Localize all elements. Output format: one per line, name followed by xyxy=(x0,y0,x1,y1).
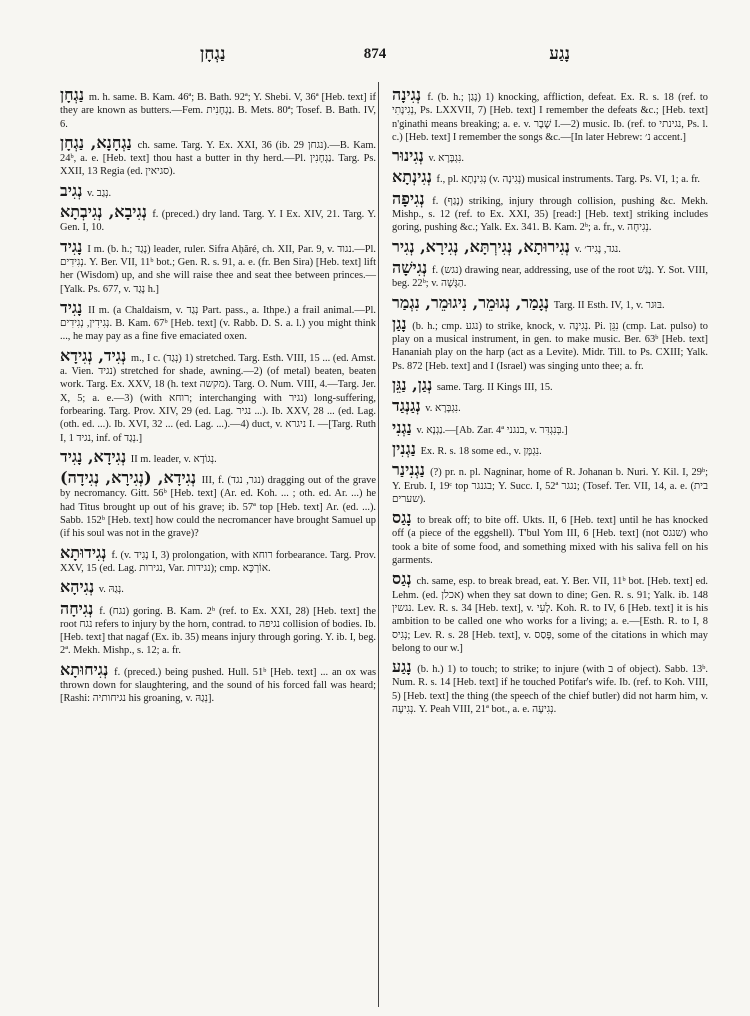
dictionary-entry xyxy=(60,598,376,658)
entry-headword: נְגִיבָא, נְגִיבְתָא xyxy=(60,202,147,222)
entry-headword: נְגַס xyxy=(392,569,412,589)
entry-headword: נְגִינְתָא xyxy=(392,167,432,187)
entry-headword: נְגִידָא, (נְגִירָא, נְגִידָה) xyxy=(60,468,197,488)
dictionary-entry xyxy=(60,446,376,466)
entry-definition: f. (v. נָגִיד I, 3) prolongation, with רוחא forbearance. Targ. Prov. XXV, 15 (ed. Lag. נגירות, Var. נגידות); cmp. אוֹרְכָּא. xyxy=(60,549,376,574)
dictionary-entry xyxy=(392,313,708,373)
dictionary-entry xyxy=(392,375,708,395)
running-head-right: נָגַע xyxy=(549,44,570,63)
entry-definition: f. (preced.) dry land. Targ. Y. I Ex. XIV, 21. Targ. Y. Gen. I, 10. xyxy=(60,209,376,234)
entry-headword: נְגִיפָה xyxy=(392,188,425,208)
dictionary-entry xyxy=(392,167,708,187)
entry-headword: נָגַן xyxy=(392,313,407,333)
entry-definition: f., pl. נְגִינָתָא (v. נְגִינָה) musical instruments. Targ. Ps. VI, 1; a. fr. xyxy=(436,174,701,186)
entry-definition: same. Targ. II Kings III, 15. xyxy=(436,382,553,394)
dictionary-entry xyxy=(392,396,708,416)
dictionary-entry xyxy=(392,438,708,458)
entry-definition: Ex. R. s. 18 some ed., v. נִגְמָּן. xyxy=(420,445,542,457)
entry-definition: v. נִגְבָּרָא. xyxy=(425,403,461,415)
dictionary-entry xyxy=(392,417,708,437)
entry-definition: I m. (b. h.; נָגַד) leader, ruler. Sifra Aḥăré, ch. XII, Par. 9, v. נגוד.—Pl. נְגִידִים. Y. Ber. VII, 11ᵇ bot.; Gen. R. s. 91, a. e. (fr. Ben Sira) [Heb. text] lift her (Wisdom) up, and she will raise thee and seat thee between princes.—[Yalk. Ps. 677, v. נָגַד h.] xyxy=(60,243,376,295)
dictionary-entry xyxy=(392,508,708,567)
entry-headword: נְגִיחוּתָא xyxy=(60,659,109,679)
dictionary-entry xyxy=(392,188,708,235)
entry-definition: II m. leader, v. נְגוֹדָא. xyxy=(130,453,217,465)
entry-definition: II m. (a Chaldaism, v. נְגַד Part. pass., a. Ithpe.) a frail animal.—Pl. נְגִידִין, נְגִידִים. B. Kam. 67ᵇ [Heb. text] (v. Rabb. D. S. a. l.) you might think ..., he may pay as a fine five emaciated oxen. xyxy=(60,304,376,343)
entry-definition: f. (b. h.; נָגַן) 1) knocking, affliction, defeat. Ex. R. s. 18 (ref. to נְגִינָתִי, Ps. LXXVII, 7) [Heb. text] I remember the defeats &c.; [Heb. text] n'ginathi means breaking; a. e. v. שֶׁבֶר I.—2) music. Ib. (ref. to נגינתי, Ps. l. c.) [Heb. text] I remember the songs &c.—[In later Hebrew: נ׳ accent.] xyxy=(392,92,708,143)
dictionary-entry xyxy=(392,236,708,256)
dictionary-entry xyxy=(60,85,376,131)
entry-definition: (b. h.; cmp. נגע) to strike, knock, v. נְגִינָה. Pi. נִגֵּן (cmp. Lat. pulso) to play on a musical instrument, in gen. to make music. Ber. 63ᵇ [Heb. text] Hananiah play on the harp (act as a Levite). Midr. Till. to Ps. CXIII; Yalk. Ps. 872 [Heb. text] and I (Israel) was singing unto thee; a. fr. xyxy=(392,320,708,372)
dictionary-entry xyxy=(60,542,376,576)
entry-headword: נְגִיחָה xyxy=(60,598,94,618)
dictionary-entry xyxy=(60,345,377,445)
entry-headword: נָגַע xyxy=(392,657,412,677)
entry-headword: נְגִירוּתָא, נְגִירְתָּא, נְגִירָא, נְגִיר xyxy=(392,236,571,256)
entry-definition: f. (נגש) drawing near, addressing, use of the root נָגַשׁ. Y. Sot. VIII, beg. 22ᵇ; v. הַגָּשָׁה. xyxy=(392,264,709,290)
entry-headword: נַגְנִין xyxy=(392,438,416,458)
entry-headword: נְגִינוּר xyxy=(392,146,424,166)
entry-definition: f. (נָגַף) striking, injury through collision, pushing &c. Mekh. Mishp., s. 12 (ref. to Ex. XXI, 35) [read:] [Heb. text] striking includes goring, pushing &c.; Yalk. Ex. 341. B. Kam. 2ᵇ; a. fr., v. נְגִיחָה. xyxy=(392,195,708,234)
entry-definition: f. (נגח) goring. B. Kam. 2ᵇ (ref. to Ex. XXI, 28) [Heb. text] the root נגח refers to injury by the horn, contrad. to נגיפה collision of bodies. Ib. [Heb. text] that nagaf (Ex. ib. 35) means injury through goring. Y. ib. I, beg. 2ª. Mekh. Mishp., s. 12; a. fr. xyxy=(60,605,376,657)
entry-definition: (?) pr. n. pl. Nagninar, home of R. Johanan b. Nuri. Y. Kil. I, 29ᵇ; Y. Erub. I, 19ᶜ top בגנגר; Y. Succ. I, 52ª נגגר; (Tosef. Ter. VII, 14, a. e. (בית שערים). xyxy=(392,467,708,505)
entry-definition: v. נַגְנָא.—[Ab. Zar. 4ª בנגני, v. בְּנִגְדִּר.] xyxy=(416,424,568,436)
dictionary-entry xyxy=(392,146,708,166)
dictionary-entry xyxy=(60,468,376,540)
entry-definition: ch. same, esp. to break bread, eat. Y. Ber. VII, 11ᵇ bot. [Heb. text] ed. Lehm. (ed. אכלן) when they sat down to dine; Gen. R. s. 91; Yalk. ib. 148 נגשין. Lev. R. s. 34 [Heb. text], v. לָעִי. Koh. R. to IV, 6 [Heb. text] it is his ambition to be called one who works for a living; a. e.—[Esth. R. to I, 8 נְגִיס; Lev. R. s. 28 [Heb. text], v. פָּסַס, some of the citations in which may belong to our w.] xyxy=(392,576,709,654)
entry-headword: נְגִידוּתָא xyxy=(60,542,107,562)
entry-headword: נָגִיד xyxy=(60,236,83,256)
entry-headword: נְגִישָׁה xyxy=(392,257,428,277)
entry-headword: נָגִיד xyxy=(60,297,83,317)
entry-definition: III, f. (נגר, נגד) dragging out of the grave by necromancy. Gitt. 56ᵇ [Heb. text] (Ar. ed. Koh. ... ; oth. ed. Ar. ...) he had Titus brought up out of his grave; ib. 57ª top [Heb. text] Ar. (ed. ...). Sabb. 152ᵇ [Heb. text] how could the necromancer have brought Samuel up (if his soul was not in the grave)? xyxy=(60,475,376,540)
dictionary-entry xyxy=(60,236,376,296)
entry-definition: f. (preced.) being pushed. Hull. 51ᵇ [Heb. text] ... an ox was thrown down for slaughtering, and the sound of his forced fall was heard; [Rashi: נגיחותיה his groaning, v. נְגַהּ]. xyxy=(60,666,376,705)
entry-headword: נַגְחָן xyxy=(60,85,85,104)
column-divider xyxy=(378,82,379,1007)
right-column xyxy=(392,85,709,721)
dictionary-entry xyxy=(60,132,376,179)
dictionary-entry xyxy=(392,257,709,291)
entry-definition: m., I c. (נְגַד) 1) stretched. Targ. Esth. VIII, 15 ... (ed. Amst. a. Vien. נגיד) stretched for shade, awning.—2) (of metal) beaten, beaten work. Targ. Ex. XXV, 18 (h. text מקשה). Targ. O. Num. VIII, 4.—Targ. Jer. X, 5; a. e.—3) (with רוחא; interchanging with נגיר) long-suffering, forbearing. Targ. Prov. XIV, 29 (ed. Lag. נגיר ...). Ib. XXV, 28 ... (ed. Lag. (oth. ed. ...). Ib. XVI, 32 ... (ed. Lag. ...).—4) duct, v. ניגרא I. —[Targ. Ruth I, 1 נגיד, inf. of נְגַד.] xyxy=(60,352,377,444)
page-header xyxy=(60,44,690,72)
entry-headword: נְגַנְגַד xyxy=(392,396,421,416)
entry-headword: נַגְחָנָא, נַגְחָן xyxy=(60,132,132,152)
entry-definition: m. h. same. B. Kam. 46ª; B. Bath. 92ª; Y. Shebi. V, 36ª [Heb. text] if they are known as butters.—Fem. נַגְחָנִית. B. Mets. 80ª; Tosef. B. Bath. IV, 6. xyxy=(60,92,376,130)
dictionary-entry xyxy=(392,569,709,655)
dictionary-entry xyxy=(392,292,708,312)
entry-headword: נְגִיב xyxy=(60,180,83,200)
dictionary-entry xyxy=(60,297,376,344)
running-head-left: נַגְחָן xyxy=(200,44,226,63)
entry-headword: נְגִידָא, נָגִיד xyxy=(60,446,127,466)
entry-headword: נְגַן, נַגֵּן xyxy=(392,375,433,395)
entry-definition: Targ. II Esth. IV, 1, v. בּוּגר. xyxy=(553,299,665,311)
entry-headword: נְגִינָה xyxy=(392,85,422,104)
page-number: 874 xyxy=(363,46,387,62)
dictionary-entry xyxy=(60,180,376,200)
entry-headword: נְגִיהָא xyxy=(60,577,95,597)
entry-headword: נְגִיד, נְגִידָא xyxy=(60,345,127,365)
dictionary-entry xyxy=(392,460,708,506)
dictionary-entry xyxy=(60,577,376,597)
dictionary-entry xyxy=(392,85,708,144)
entry-headword: נָגַס xyxy=(392,508,412,528)
left-column xyxy=(60,85,377,711)
dictionary-entry xyxy=(60,202,376,235)
entry-definition: v. נְגַב. xyxy=(87,187,112,199)
entry-headword: נַגְנִינַר xyxy=(392,460,425,480)
entry-definition: v. נִגְבָּרָא. xyxy=(428,153,464,165)
entry-definition: ch. same. Targ. Y. Ex. XXI, 36 (ib. 29 נגחן).—B. Kam. 24ᵇ, a. e. [Heb. text] thou hast a butter in thy herd.—Pl. נַגְחָנִין. Targ. Ps. XXII, 13 Regia (ed. סגיאין). xyxy=(60,139,376,178)
dictionary-entry xyxy=(392,657,708,716)
entry-definition: v. נְגַהּ. xyxy=(98,584,124,596)
entry-definition: v. נגד, נָגִיד׳. xyxy=(574,243,621,255)
entry-definition: (b. h.) 1) to touch; to strike; to injure (with ב of object). Sabb. 13ᵇ. Num. R. s. 14 [Heb. text] if he touched Potifar's wife. Ib. (ref. to Koh. VIII, 5) [Heb. text] the thing (the speech of the chief butler) did not harm him, v. נְגִיעָה. Y. Peah VIII, 21ª bot., a. e. נְגִיעָה. xyxy=(392,664,708,715)
entry-headword: נַגְנִי xyxy=(392,417,412,437)
entry-headword: נְגָמַר, נְגוּמֵר, נִיגוּמֵר, נִגְמַר xyxy=(392,292,550,312)
dictionary-entry xyxy=(60,659,376,706)
entry-definition: to break off; to bite off. Ukts. II, 6 [Heb. text] until he has knocked off (a piece of the eggshell). T'bul Yom III, 6 [Heb. text] (not שנגס) who took a bite of some food, and something mixed with his saliva fell on his garments. xyxy=(392,515,708,567)
